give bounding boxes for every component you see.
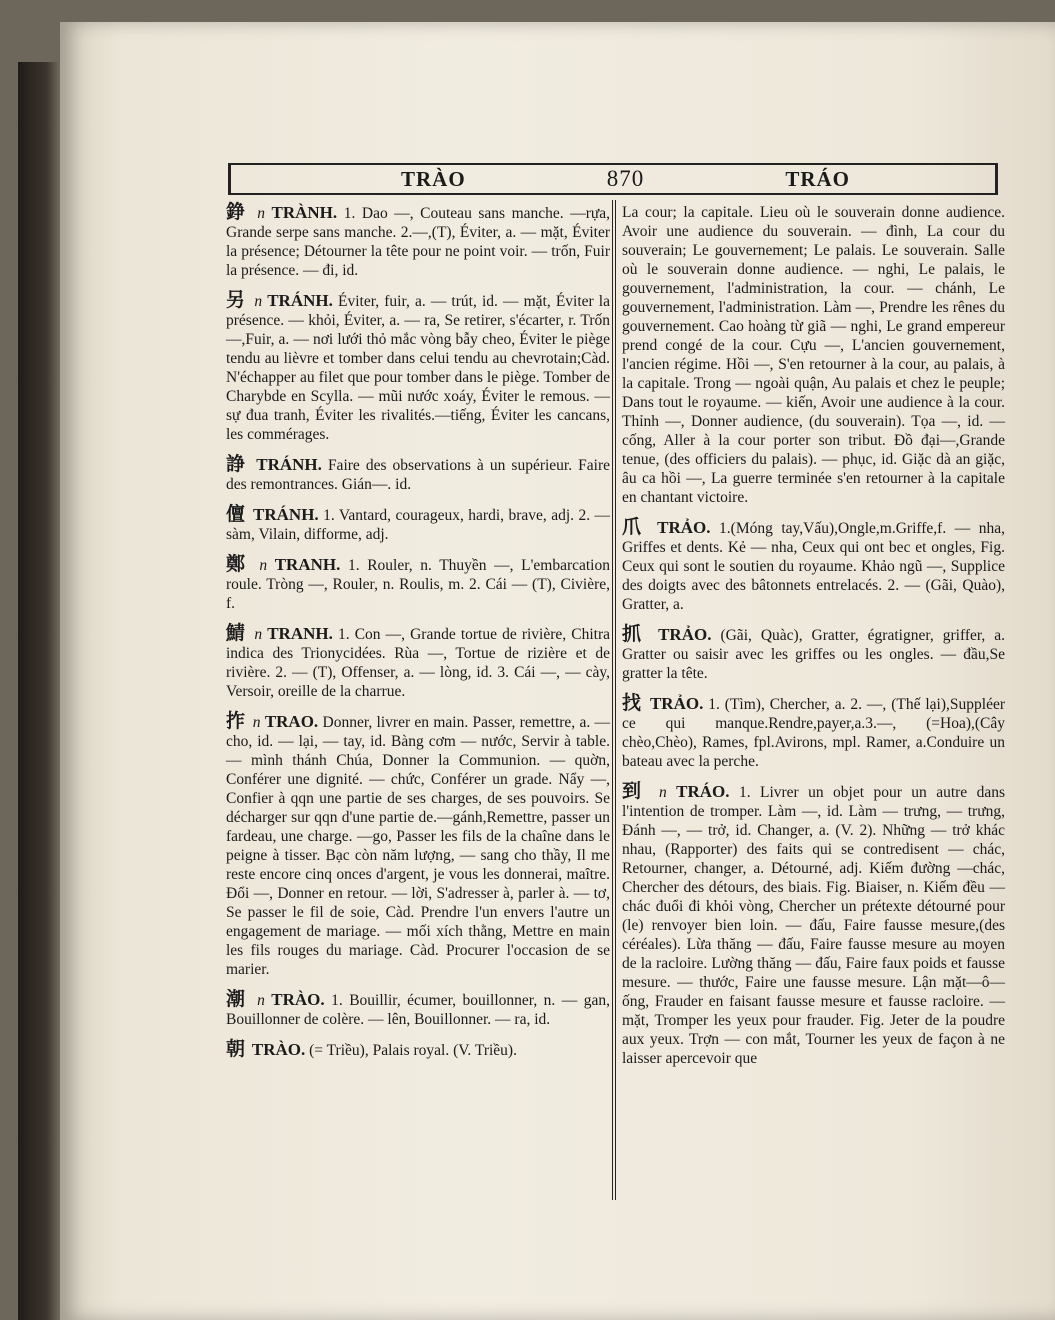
dictionary-entry (622, 782, 1005, 1068)
entry-headword: TRÀO. (251, 1040, 306, 1059)
entry-pos: n (257, 992, 265, 1009)
entry-definition: 1. Dao —, Couteau sans manche. —rựa, Grande serpe sans manche. 2.—,(T), Éviter, a. — mặt, Éviter la présence; Détourner la tête pour ne point voir. — trốn, Fuir la présence. — đi, id. (226, 205, 611, 279)
running-header (228, 163, 998, 195)
entry-headword: TRAO. (264, 712, 319, 731)
entry-definition: 1. Livrer un objet pour un autre dans l'intention de tromper. Làm —, id. Làm — trưng, — trưng, Đánh —, — trở, id. Changer, a. (V. 2). Những — trở khác nhau, (Rapporter) des faits qui se contredisent — chác, Retourner, changer, a. Détourné, adj. Kiếm đường —chác, Chercher des détours, des biais. Fig. Biaiser, n. Kiếm đều — chác đuổi đi khỏi vòng, Chercher un prétexte détourné pour (le) renvoyer bien loin. — đấu, Faire fausse mesure,(des céréales). Lừa thăng — đấu, Faire fausse mesure au moyen de la racloire. Lường thăng — đấu, Faire faux poids et fausse mesure. — thước, Faire une fausse mesure. Lận mặt—ô—ống, Frauder en faisant fausse mesure et fausse racloire. — mặt, Tromper les yeux pour frauder. Fig. Jeter de la poudre aux yeux. Trợn — con mắt, Tourner les yeux de façon à ne laisser apercevoir que (622, 784, 1005, 1067)
entry-character: 錚 (226, 202, 248, 223)
entry-definition: 1. Rouler, n. Thuyền —, L'embarcation roule. Tròng —, Rouler, n. Roulis, m. 2. Cái — (T), Civière, f. (226, 557, 610, 612)
entry-headword: TRÁNH. (267, 291, 333, 310)
entry-pos: n (259, 557, 268, 574)
entry-character: 儃 (226, 504, 246, 525)
header-right-word: TRÁO (785, 166, 850, 191)
dictionary-entry (226, 505, 610, 544)
entry-definition: Donner, livrer en main. Passer, remettre, a. — cho, id. — lại, — tay, id. Bàng cơm — nước, Servir à table. — mình thánh Chúa, Donner la Communion. — quờn, Conférer une dignité. — chức, Conférer un grade. Nẩy —, Confier à qqn une partie de ses charges, de ses pouvoirs. Se décharger sur qqn d'une partie de.—gánh,Remettre, passer un fardeau, une charge. —go, Passer les fils de la chaîne dans le peigne à tisser. Bạc còn năm lượng, — sang cho thầy, Il me reste encore cinq onces d'argent, je vous les donnerai, maître. Đổi —, Donner en retour. — lời, S'adresser à, parler à. — tơ, Se passer le fil de soie, Càd. Prendre l'un envers l'autre un engagement de mariage. — mối xích thằng, Mettre en main les fils rouges du mariage. Càd. Procurer l'occasion de se marier. (226, 714, 611, 978)
entry-character: 朝 (226, 1039, 246, 1060)
dictionary-entry (622, 518, 1005, 614)
dictionary-entry (226, 624, 610, 701)
entry-pos: n (658, 784, 667, 801)
dictionary-entry (622, 694, 1005, 771)
entry-definition: 1. (Tìm), Chercher, a. 2. —, (Thế lại),Suppléer ce qui manque.Rendre,payer,a.3.—, (=Hoa),(Cây chèo,Chèo), Rames, fpl.Avirons, mpl. Ramer, a.Conduire un bateau avec la perche. (622, 696, 1006, 770)
entry-pos: n (254, 293, 263, 310)
entry-definition: 1. Vantard, courageux, hardi, brave, adj. 2. — sàm, Vilain, difforme, adj. (226, 507, 611, 543)
entry-pos: n (254, 626, 263, 643)
entry-headword: TRẢO. (658, 625, 712, 644)
entry-continuation: La cour; la capitale. Lieu où le souverain donne audience. Avoir une audience du souverain. — đình, La cour du souverain; Le gouvernement; Le palais. Le souverain. Salle où le souverain donne audience. — nghi, Le palais, le gouvernement, l'administration, la cour. — chánh, Le gouvernement, l'administration. Làm —, Prendre les rênes du gouvernement. Cao hoàng từ giã — nghi, Le grand empereur prend congé de la cour. Cựu —, L'ancien gouvernement, l'ancien régime. Hồi —, S'en retourner à la cour, au palais, à la capitale. Trong — ngoài quận, Au palais et chez le peuple; Dans tout le royaume. — kiến, Avoir une audience à la cour. Thỉnh —, Donner audience, (du souverain). Tọa —, id. — cống, Aller à la cour porter son tribut. Đồ đại—,Grande tenue, (des officiers du palais). — phục, id. Giặc dà an giặc, âu ca hồi —, La guerre terminée s'en retourner à la capitale en chantant victoire. (622, 204, 1005, 506)
entry-character: 另 (226, 290, 247, 311)
entry-character: 鄭 (226, 554, 249, 575)
entry-definition: 1.(Móng tay,Vấu),Ongle,m.Griffe,f. — nha, Griffes et dents. Kẻ — nha, Ceux qui ont bec et ongles, Fig. Ceux qui sont le soutien du royaume. Khảo ngũ —, Supplice des doigts avec des bâtonnets entrelacés. 2. — (Gãi, Quào), Gratter, a. (622, 520, 1005, 613)
entry-character: 潮 (226, 989, 248, 1010)
entry-character: 找 (622, 693, 643, 714)
entry-character: 爪 (622, 517, 646, 538)
entry-headword: TRÁNH. (253, 505, 319, 524)
entry-definition: 1. Bouillir, écumer, bouillonner, n. — gan, Bouillonner de colère. — lên, Bouillonner. — ra, id. (226, 992, 610, 1028)
entry-headword: TRẢO. (649, 694, 704, 713)
column-divider (612, 200, 616, 1200)
entry-definition: (Gãi, Quàc), Gratter, égratigner, griffer, a. Gratter ou saisir avec les griffes ou les ongles. — đầu,Se gratter la tête. (622, 627, 1006, 682)
page-number: 870 (606, 166, 645, 191)
entry-pos: n (252, 714, 261, 731)
entry-definition: Faire des observations à un supérieur. Faire des remontrances. Gián—. id. (226, 457, 610, 493)
entry-definition: (= Triều), Palais royal. (V. Triều). (309, 1042, 517, 1059)
entry-headword: TRÀNH. (271, 203, 338, 222)
entry-definition: 1. Con —, Grande tortue de rivière, Chitra indica des Trionycidées. Rùa —, Tortue de rizière et de rivière. 2. — (T), Offenser, a. — lòng, id. 3. Cái —, — cày, Versoir, oreille de la charrue. (226, 626, 610, 700)
dictionary-entry (226, 990, 610, 1029)
left-column (226, 203, 610, 1071)
entry-character: 鯖 (226, 623, 247, 644)
entry-headword: TRÁO. (676, 782, 730, 801)
right-column (622, 203, 1005, 1079)
entry-character: 諍 (226, 454, 248, 475)
dictionary-entry (226, 555, 610, 613)
entry-headword: TRÀO. (271, 990, 325, 1009)
dictionary-entry (226, 712, 610, 979)
entry-headword: TRANH. (267, 624, 333, 643)
entry-character: 拃 (226, 711, 246, 732)
dictionary-entry (226, 203, 610, 280)
dictionary-entry (226, 455, 610, 494)
entry-character: 到 (622, 781, 647, 802)
entry-character: 抓 (622, 624, 647, 645)
header-left-word: TRÀO (401, 166, 466, 191)
entry-headword: TRANH. (274, 555, 341, 574)
entry-pos: n (257, 205, 265, 222)
entry-headword: TRÁNH. (256, 455, 322, 474)
dictionary-entry (226, 1040, 610, 1060)
dictionary-entry (622, 625, 1005, 683)
entry-headword: TRẢO. (657, 518, 711, 537)
entry-definition: Éviter, fuir, a. — trút, id. — mặt, Éviter la présence. — khỏi, Éviter, a. — ra, Se retirer, s'écarter, r. Trốn —,Fuir, a. — nơi lưới thỏ mắc vòng bẫy cheo, Éviter le piège tendu au lièvre et tomber dans celui tendu au chevrotain;Càd. N'échapper au filet que pour tomber dans le piège. Tomber de Charybde en Scylla. — mũi nước xoáy, Éviter le remous. — sự đua tranh, Éviter les rivalités.—tiếng, Éviter les cancans, les commérages. (226, 293, 610, 443)
dictionary-entry (226, 291, 610, 444)
